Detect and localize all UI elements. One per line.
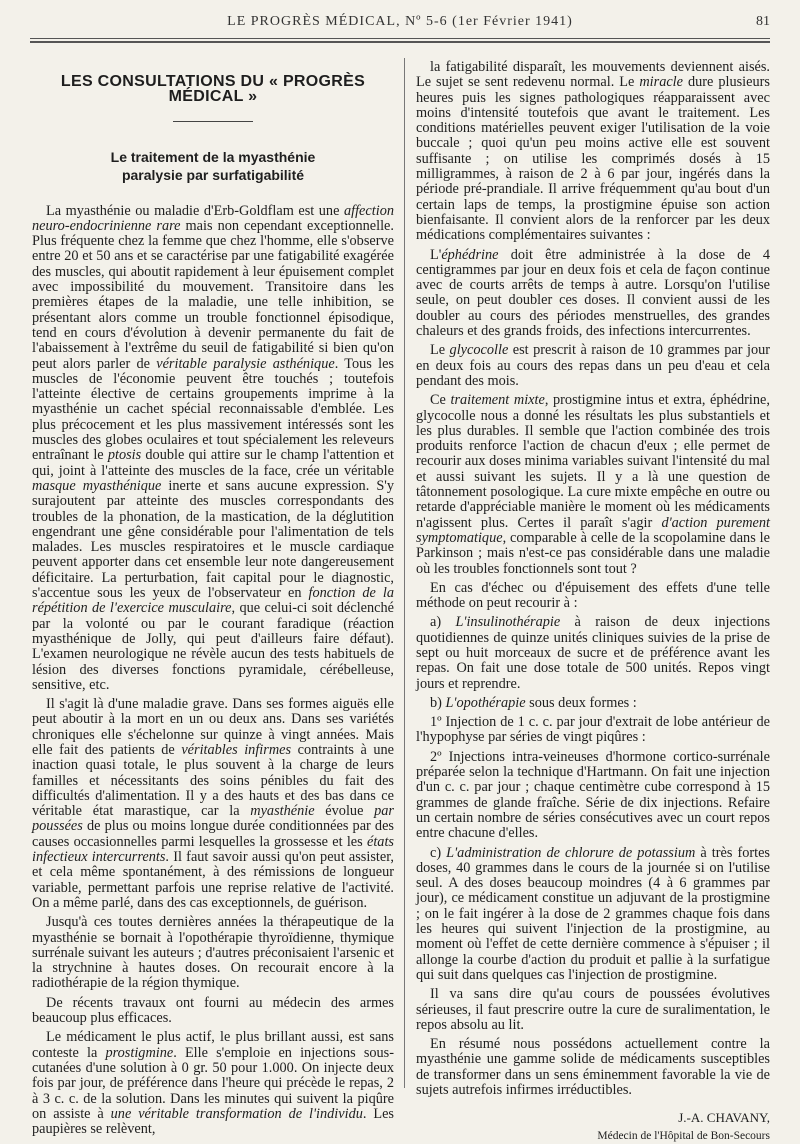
italic-text: L'insulinothérapie [455,614,561,631]
text-run: double qui attire sur le champ l'attention et qui, joint à l'atteinte des muscles de la face, crée un véritable [32,447,394,479]
text-run: a) [430,614,456,631]
text-run: Il s'agit là d'une maladie grave. Dans ses formes aiguës elle peut aboutir à la mort en un ou deux ans. Dans ses variétés chroniques elle s'échelonne sur quinze à vingt années. Mais elle fait des patients de [32,696,394,758]
text-run: mais non cependant exceptionnelle. Plus fréquente chez la femme que chez l'homme, elle s'observe entre 20 et 50 ans et se caractérise par une fatigabilité exagérée des muscles, qui aboutit rapidement à leur épuisement complet avec impossibilité du mouvement. Transitoire dans les premières étapes de la maladie, une telle inhibition, se présentant alors comme un trouble fonctionnel épisodique, tend en cours d'évolution à devenir permanente du fait de l'abaissement à l'extrême du seuil de fatigabilité si bien qu'on peut alors parler de [32,217,394,372]
text-run: à raison de deux injections quotidiennes de quinze unités cliniques suivies de la prise de sept ou huit morceaux de sucre et de préférence avant les repas. On fait une dose totale de 500 unités. Repos vingt jours et reprendre. [416,614,771,692]
text-run: de plus ou moins longue durée conditionnées par des causes occasionnelles parmi lesquelles la grossesse et les [32,818,394,850]
italic-text: véritable paralysie asthénique [156,355,335,372]
italic-text: ptosis [107,447,142,464]
italic-text: affection neuro-endocrinienne rare [32,202,394,234]
paragraph [416,987,770,1033]
text-run: . Tous les muscles de l'économie peuvent être touchés ; toutefois l'atteinte élective de certains groupements imprime à la myasthénie un cachet spécial reconnaissable d'emblée. Les plus précocement et les plus massivement intéressés sont les muscles des globes oculaires et tout spécialement les releveurs entraînant le [32,355,394,464]
left-column-body [32,204,394,1138]
section-divider [173,121,253,122]
text-run: . Les paupières se relèvent, [32,1105,394,1138]
text-run: , comparable à celle de la scopolamine dans le Parkinson ; mais n'est-ce pas considérable dans une maladie où les troubles fonctionnels sont tout ? [416,529,770,577]
italic-text: véritables infirmes [181,741,292,758]
section-heading: LES CONSULTATIONS DU « PROGRÈS MÉDICAL » [60,73,366,106]
italic-text: fonction de la répétition de l'exercice musculaire [32,585,394,617]
italic-text: éphédrine [441,246,499,263]
italic-text: miracle [639,74,684,91]
text-run: la fatigabilité disparaît, les mouvements deviennent aisés. Le sujet se sent redevenu normal. Le [416,59,770,91]
text-run: dure plusieurs heures puis les signes pathologiques réapparaissent avec moins d'intensité toutefois que avant le traitement. Les conditions matérielles peuvent exiger l'utilisation de la voie buccale ; quoi qu'un peu moins active elle est souvent suffisante ; on utilise les comprimés dosés à 15 milligrammes, à raison de 2 à 6 par jour, ingérés dans la période pré-prandiale. Il arrive fréquemment qu'au bout d'un certain laps de temps, la prostigmine épuise son action bienfaisante. Il convient alors de la renforcer par les deux médications complémentaires suivantes : [416,74,770,244]
article-title-line-1: Le traitement de la myasthénie [110,148,316,165]
author-signature: J.-A. CHAVANY, [678,1110,770,1126]
italic-text: L'opothérapie [445,694,526,711]
paragraph [32,915,394,991]
italic-text: états infectieux intercurrents [32,833,394,866]
text-run: évolue [314,803,375,820]
text-run: L' [430,246,442,263]
paragraph [416,696,770,711]
paragraph [32,996,394,1027]
article-title [32,148,394,184]
paragraph [416,750,770,842]
header-rule-thin [30,38,770,39]
paragraph [32,1030,394,1137]
text-run: De récents travaux ont fourni au médecin des armes beaucoup plus efficaces. [32,994,394,1027]
paragraph [416,1037,770,1098]
journal-running-title: LE PROGRÈS MÉDICAL, Nº 5-6 (1er Février 1941) [227,14,573,29]
text-run: Jusqu'à ces toutes dernières années la thérapeutique de la myasthénie se bornait à l'opothérapie thyroïdienne, thymique surrénale suivant les auteurs ; d'autres préconisaient l'arsenic et la strychnine à hautes doses. On recourait encore à la radiothérapie de la région thymique. [32,914,394,992]
italic-text: masque myasthénique [32,477,162,494]
header-rule-thick [30,41,770,43]
author-affiliation: Médecin de l'Hôpital de Bon-Secours [597,1129,770,1142]
left-column [32,60,395,1138]
text-run: est prescrit à raison de 10 grammes par jour en deux fois au cours des repas dans un peu d'eau et cela pendant des mois. [416,342,770,389]
right-column-body [416,60,770,1098]
italic-text: prostigmine [105,1044,174,1061]
italic-text: glycocolle [449,342,509,359]
article-title-line-2: paralysie par surfatigabilité [121,166,305,183]
text-run: inerte et sans aucune expression. S'y surajoutent par atteinte des muscles correspondants des troubles de la phonation, de la mastication, de la déglutition engendrant une gêne considérable pour l'alimentation de tels malades. Les muscles respiratoires et le muscle cardiaque peuvent apporter dans cet ensemble leur note dangereusement déficitaire. La perturbation, fait capital pour le diagnostic, s'accentue sous les yeux de l'observateur en [32,477,394,602]
text-run: Ce [430,392,451,409]
page-number: 81 [756,14,770,29]
paragraph [416,615,770,691]
paragraph [416,60,770,244]
text-run: , prostigmine intus et extra, éphédrine, glycocolle nous a donné les résultats les plus substantiels et les plus durables. Il semble que l'action combinée des trois produits renforce l'action de chacun d'eux ; elle permet de recourir aux doses minima variables suivant l'intensité du mal et aussi suivant les sujets. Il y a là une question de tâtonnement posologique. La cure mixte empêche en outre ou retarde d'appréciable manière le moment où les médicaments n'agissent plus. Certes il paraît s'agir [416,392,770,531]
text-run: b) [430,694,446,711]
paragraph [416,846,770,984]
text-run: c) [430,844,447,861]
paragraph [416,393,770,577]
text-run: . Elle s'emploie en injections sous-cutanées d'une solution à 0 gr. 50 pour 1.000. On injecte deux fois par jour, de préférence dans l'heure qui précède le repas, 2 à 3 c. c. de la solution. Dans les minutes qui suivent la piqûre on assiste à [32,1044,394,1122]
italic-text: par poussées [32,803,394,835]
italic-text: traitement mixte [450,392,545,409]
running-header [30,14,770,34]
text-run: 1º Injection de 1 c. c. par jour d'extrait de lobe antérieur de l'hypophyse par séries de vingt piqûres : [416,714,770,746]
text-run: Il va sans dire qu'au cours de poussées évolutives sérieuses, il faut prescrire outre la cure de suralimentation, le repos absolu au lit. [416,986,770,1033]
paragraph [416,248,770,340]
text-run: Le médicament le plus actif, le plus brillant aussi, est sans conteste la [32,1029,394,1061]
text-run: Le [430,342,450,359]
text-run: à très fortes doses, 40 grammes dans le cours de la journée si on l'utilise seul. A des doses beaucoup moindres (4 à 6 grammes par jour), ce médicament constitue un adjuvant de la prostigmine ; on le fait ingérer à la dose de 2 grammes chaque fois dans les heures qui suivent l'injection de la prostigmine, au moment où l'effet de cette dernière commence à s'épuiser ; il allonge la courbe d'action du produit et pallie à la surfatigue qui suit dans quelques cas l'injection de prostigmine. [416,844,771,983]
text-run: La myasthénie ou maladie d'Erb-Goldflam est une [46,202,344,219]
text-run: En résumé nous possédons actuellement contre la myasthénie une gamme solide de médicaments susceptibles de transformer dans un sens éminemment favorable la vie de sujets autrefois infirmes irréductibles. [416,1036,770,1098]
paragraph [416,343,770,389]
paragraph [32,697,394,911]
paragraph [416,581,770,612]
paragraph [416,715,770,746]
text-run: 2º Injections intra-veineuses d'hormone cortico-surrénale préparée selon la technique d'Hartmann. On fait une injection d'un c. c. par jour ; chaque centimètre cube correspond à 15 grammes de glande fraîche. Série de dix injections. Refaire un certain nombre de séries consécutives avec un court repos entre chacune d'elles. [416,748,770,842]
text-run: En cas d'échec ou d'épuisement des effets d'une telle méthode on peut recourir à : [416,579,770,612]
italic-text: L'administration de chlorure de potassium [446,844,696,861]
column-divider [404,58,405,1088]
text-run: contraints à une inaction quasi totale, le plus souvent à la charge de leurs familles et nécessitants des soins pénibles du fait des difficultés d'alimentation. Il y a des hauts et des bas dans ce véritable état marastique, car la [32,741,395,820]
text-run: . Il faut savoir aussi qu'on peut assister, et cela même spontanément, à des rémissions de longueur variable, permettant parfois une reprise relative de l'activité. On a même parlé, dans des cas exceptionnels, de guérison. [32,849,394,911]
right-column [416,59,771,1142]
italic-text: myasthénie [250,803,315,820]
italic-text: d'action purement symptomatique [416,514,770,546]
text-run: sous deux formes : [525,694,637,711]
text-run: doit être administrée à la dose de 4 centigrammes par jour en deux fois et cela de façon continue avec de courts arrêts de temps à autre. Lorsqu'on l'utilise seule, on peut doubler ces doses. Il convient aussi de les doubler au cours des périodes menstruelles, des grandes chaleurs et des grands froids, des infections intercurrentes. [416,246,770,340]
text-run: , que celui-ci soit déclenché par la volonté ou par le courant faradique (réaction myasthénique de Jolly, qui peut d'ailleurs faire défaut). L'examen neurologique ne révèle aucun des tests habituels de lésion des diverses fonctions pyramidale, cérébelleuse, sensitive, etc. [32,600,394,693]
paragraph [32,204,394,694]
italic-text: une véritable transformation de l'individu [110,1105,363,1122]
